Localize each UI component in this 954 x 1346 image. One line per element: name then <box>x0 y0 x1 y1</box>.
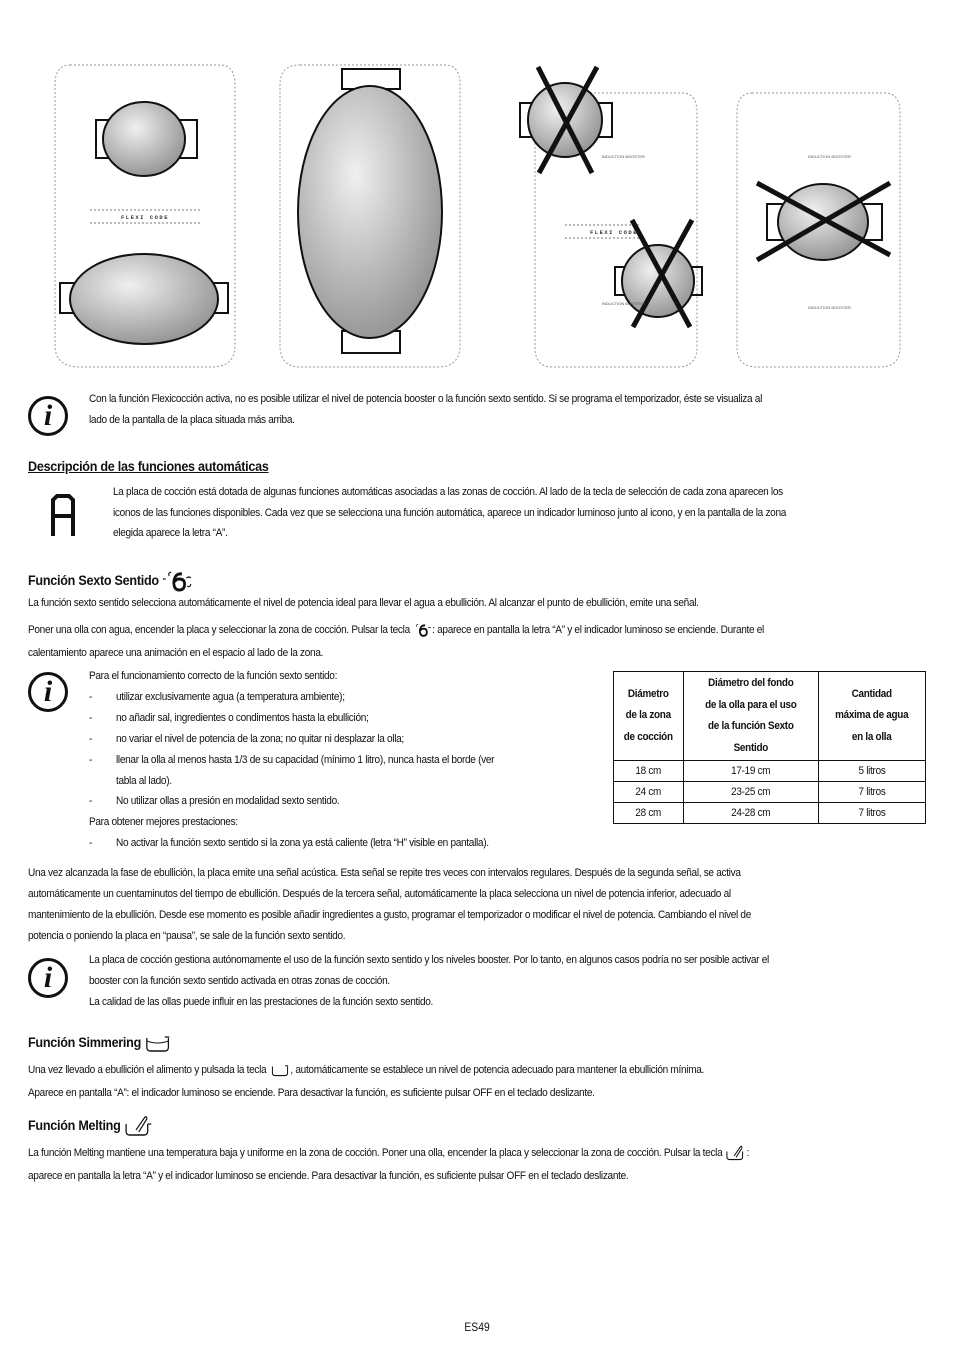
auto-functions-line-1: La placa de cocción está dotada de algunas funciones automáticas asociadas a las zonas de cocción. Al lado de la tecla de selección de cada zona aparecen los <box>113 486 783 498</box>
sexto-note-line1: La placa de cocción gestiona autónomamente el uso de la función sexto sentido y los niveles booster. Por lo tanto, en algunos casos podría no ser posible activar el <box>89 954 769 966</box>
table-cell: 28 cm <box>614 803 684 824</box>
table-cell: 24 cm <box>614 782 684 803</box>
info-icon: i <box>28 958 68 998</box>
melting-title: Función Melting <box>28 1115 153 1137</box>
melting-line1: La función Melting mantiene una temperatura baja y uniforme en la zona de cocción. Poner una olla, encender la placa y seleccionar la zona de cocción. Pulsar la tecla : <box>28 1143 749 1164</box>
panel-4-booster-label-bottom: INDUCTION BOOSTER <box>808 305 851 310</box>
table-header-cell: Diámetro del fondo de la olla para el uso de la función Sexto Sentido <box>684 672 819 761</box>
auto-functions-line-3: elegida aparece la letra “A”. <box>113 527 228 539</box>
panel-4-booster-label-top: INDUCTION BOOSTER <box>808 154 851 159</box>
sexto-note-line3: La calidad de las ollas puede influir en las prestaciones de la función sexto sentido. <box>89 996 434 1008</box>
sexto-p3-line3: mantenimiento de la ebullición. Desde ese momento es posible añadir ingredientes a gusto, programar el temporizador o modificar el nivel de potencia. Cambiando el nivel de <box>28 909 751 921</box>
panel-3-booster-label-bottom: INDUCTION BOOSTER <box>602 301 645 306</box>
info-icon: i <box>28 396 68 436</box>
table-cell: 23-25 cm <box>684 782 819 803</box>
table-header-row <box>614 672 926 761</box>
simmering-line1: Una vez llevado a ebullición el alimento y pulsada la tecla , automáticamente se establece un nivel de potencia adecuado para mantener la ebullición mínima. <box>28 1064 705 1076</box>
sexto-title: Función Sexto Sentido <box>28 570 193 592</box>
simmering-line2: Aparece en pantalla “A”: el indicador luminoso se enciende. Para desactivar la función, es suficiente pulsar OFF en el teclado deslizante. <box>28 1087 595 1099</box>
table-cell: 5 litros <box>819 761 926 782</box>
auto-functions-title: Descripción de las funciones automáticas <box>28 458 269 474</box>
sexto-note-line2: booster con la función sexto sentido activada en otras zonas de cocción. <box>89 975 390 987</box>
panel-3-code-label: FLEXI CODE <box>589 229 639 236</box>
info-icon: i <box>28 672 68 712</box>
sexto-table <box>613 671 926 824</box>
table-row <box>614 761 926 782</box>
panel-4 <box>737 93 900 367</box>
note1-line-1: Con la función Flexicocción activa, no es posible utilizar el nivel de potencia booster o la función sexto sentido. Si se programa el temporizador, éste se visualiza al <box>89 393 762 405</box>
display-a-icon <box>48 492 78 543</box>
cooktop-diagram <box>0 55 954 375</box>
sexto-p3-line2: automáticamente un cuentaminutos del tiempo de ebullición. Después de la tercera señal, automáticamente la placa selecciona un nivel de potencia inferior, adecuado al <box>28 888 731 900</box>
melting-icon <box>725 1145 747 1161</box>
table-cell: 7 litros <box>819 782 926 803</box>
sexto-p1: La función sexto sentido selecciona automáticamente el nivel de potencia ideal para llevar el agua a ebullición. Al alcanzar el punto de ebullición, emite una señal. <box>28 597 699 609</box>
note1-line-2: lado de la pantalla de la placa situada más arriba. <box>89 414 295 426</box>
simmering-icon <box>269 1063 291 1077</box>
table-cell: 18 cm <box>614 761 684 782</box>
sexto-p2-line1: Poner una olla con agua, encender la placa y seleccionar la zona de cocción. Pulsar la tecla : aparece en pantalla la letra “A” y el indicador luminoso se enciende. Durante el <box>28 620 764 641</box>
sexto-better-intro: Para obtener mejores prestaciones: <box>89 816 238 828</box>
table-row <box>614 803 926 824</box>
sexto-p2-line2: calentamiento aparece una animación en el espacio al lado de la zona. <box>28 647 324 659</box>
table-header-cell: Diámetro de la zona de cocción <box>614 672 684 761</box>
melting-icon <box>124 1115 153 1137</box>
sexto-info-intro: Para el funcionamiento correcto de la función sexto sentido: <box>89 670 338 682</box>
melting-line2: aparece en pantalla la letra “A” y el indicador luminoso se enciende. Para desactivar la función, es suficiente pulsar OFF en el teclado deslizante. <box>28 1170 629 1182</box>
sexto-p3-line4: potencia o poniendo la placa en “pausa”, se sale de la función sexto sentido. <box>28 930 346 942</box>
table-cell: 7 litros <box>819 803 926 824</box>
sexto-p3-line1: Una vez alcanzada la fase de ebullición, la placa emite una señal acústica. Esta señal se repite tres veces con intervalos regulares. Después de la segunda señal, se activa <box>28 867 741 879</box>
table-cell: 17-19 cm <box>684 761 819 782</box>
table-cell: 24-28 cm <box>684 803 819 824</box>
sixth-sense-icon <box>162 570 193 592</box>
table-header-cell: Cantidad máxima de agua en la olla <box>819 672 926 761</box>
page-number: ES49 <box>464 1322 490 1334</box>
panel-3-booster-label-top: INDUCTION BOOSTER <box>602 154 645 159</box>
table-row <box>614 782 926 803</box>
panel-3 <box>520 67 702 367</box>
simmering-title: Función Simmering <box>28 1032 171 1053</box>
sixth-sense-icon <box>412 622 432 638</box>
panel-2 <box>280 65 460 367</box>
simmering-icon <box>144 1033 171 1053</box>
panel-1-code-label: FLEXI CODE <box>120 214 170 221</box>
auto-functions-line-2: iconos de las funciones disponibles. Cada vez que se selecciona una función automática, aparece un indicador luminoso junto al icono, y en la pantalla de la zona <box>113 507 787 519</box>
